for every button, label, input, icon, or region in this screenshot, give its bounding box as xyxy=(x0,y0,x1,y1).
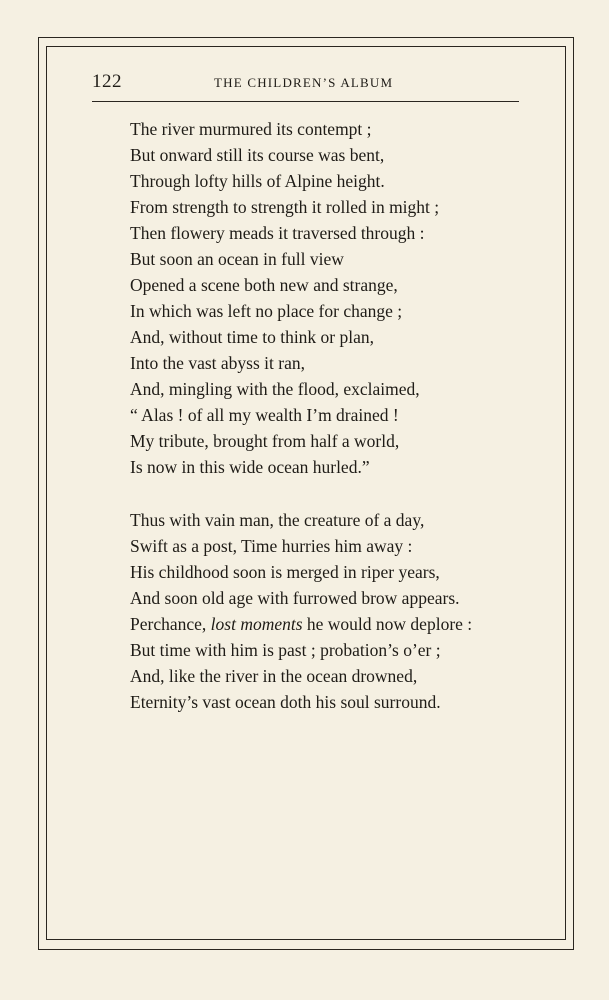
poem-line: Thus with vain man, the creature of a day, xyxy=(130,510,425,530)
poem-line: Opened a scene both new and strange, xyxy=(130,275,398,295)
stanza-break xyxy=(130,480,530,507)
poem-line-with-italic xyxy=(130,611,530,637)
poem-line: The river murmured its contempt ; xyxy=(130,119,372,139)
page-number: 122 xyxy=(92,71,122,92)
poem-line: In which was left no place for change ; xyxy=(130,301,403,321)
poem-line: My tribute, brought from half a world, xyxy=(130,431,400,451)
poem-line: And soon old age with furrowed brow appears. xyxy=(130,588,460,608)
poem-line: Into the vast abyss it ran, xyxy=(130,353,305,373)
poem-line: But time with him is past ; probation’s o’er ; xyxy=(130,640,441,660)
poem-line: And, without time to think or plan, xyxy=(130,327,375,347)
stanza-1 xyxy=(130,116,530,480)
poem-line: His childhood soon is merged in riper years, xyxy=(130,562,440,582)
poem-line: Through lofty hills of Alpine height. xyxy=(130,171,385,191)
header-rule xyxy=(92,101,519,102)
poem-line: But soon an ocean in full view xyxy=(130,249,344,269)
poem-line: Eternity’s vast ocean doth his soul surround. xyxy=(130,692,441,712)
line-text: he would now deplore : xyxy=(302,614,473,634)
poem-line: And, mingling with the flood, exclaimed, xyxy=(130,379,420,399)
poem-line: But onward still its course was bent, xyxy=(130,145,385,165)
poem-line: And, like the river in the ocean drowned, xyxy=(130,666,418,686)
poem-body xyxy=(130,116,530,715)
poem-line: Then flowery meads it traversed through : xyxy=(130,223,425,243)
poem-line: “ Alas ! of all my wealth I’m drained ! xyxy=(130,405,399,425)
poem-line: Swift as a post, Time hurries him away : xyxy=(130,536,413,556)
stanza-2 xyxy=(130,507,530,715)
poem-line: From strength to strength it rolled in might ; xyxy=(130,197,440,217)
running-head: THE CHILDREN’S ALBUM xyxy=(214,75,394,90)
line-text: Perchance, xyxy=(130,614,211,634)
italic-phrase: lost moments xyxy=(210,614,303,634)
poem-line: Is now in this wide ocean hurled.” xyxy=(130,457,370,477)
